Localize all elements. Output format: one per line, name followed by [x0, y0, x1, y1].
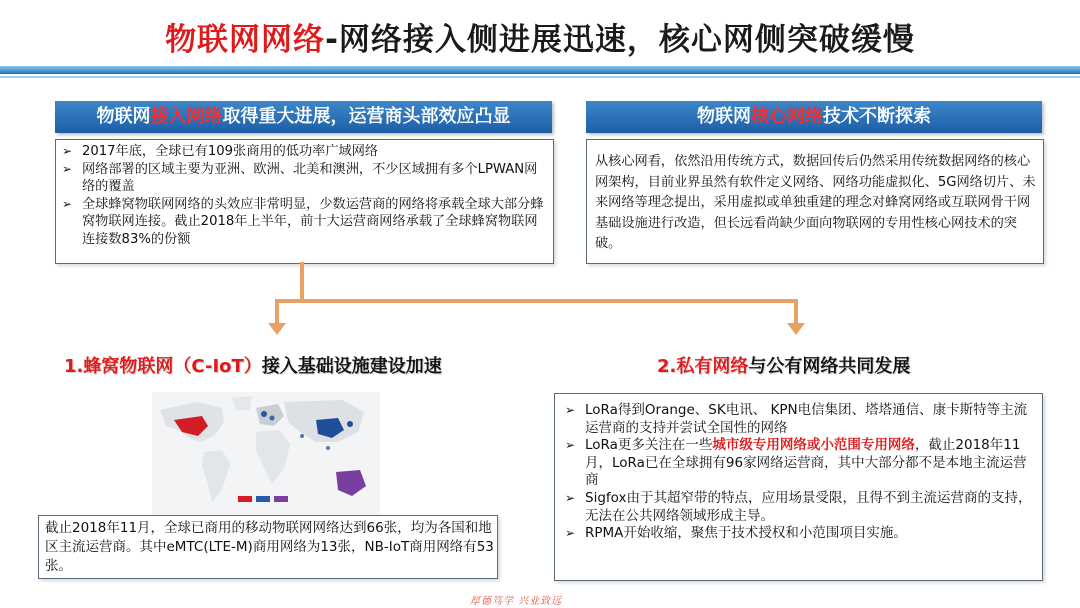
- arrow-down-icon: [787, 323, 805, 335]
- section-highlight: 1.蜂窝物联网（C-IoT）: [64, 356, 262, 377]
- core-network-heading: [586, 101, 1042, 133]
- section-text: 与公有网络共同发展: [748, 356, 911, 377]
- access-network-heading: [55, 101, 552, 133]
- title-divider-thin: [0, 76, 1080, 78]
- list-item: [565, 402, 1035, 437]
- private-network-list: [565, 402, 1035, 543]
- title-rest: -网络接入侧进展迅速，核心网侧突破缓慢: [325, 22, 915, 58]
- core-network-text: 从核心网看，依然沿用传统方式，数据回传后仍然采用传统数据网络的核心网架构，目前业界虽然有软件定义网络、网络功能虚拟化、5G网络切片、未来网络等理念提出，采用虚拟或单独重建的理念对蜂窝网络或互联网骨干网基础设施进行改造，但长远看尚缺少面向物联网的专用性核心网技术的突破。: [595, 154, 1036, 251]
- list-item: ➢ 2017年底，全球已有109张商用的低功率广域网络: [62, 143, 548, 161]
- map-caption-box: [38, 515, 498, 579]
- section-heading-cellular: [64, 352, 442, 378]
- access-network-list: [62, 143, 548, 248]
- connector-line: [794, 299, 798, 324]
- list-item: [565, 525, 1035, 543]
- heading-highlight: 接入网络: [150, 106, 223, 127]
- section-text: 接入基础设施建设加速: [261, 356, 442, 377]
- list-item: [565, 490, 1035, 525]
- access-network-box: [55, 139, 554, 264]
- item-text: ，截止2018年11月，LoRa已在全球拥有96家网络运营商，其中大部分都不是本地主流运营商: [585, 437, 1027, 489]
- arrow-down-icon: [268, 323, 286, 335]
- connector-line: [300, 262, 304, 302]
- title-highlight: 物联网网络: [165, 22, 326, 58]
- connector-line: [275, 299, 279, 324]
- connector-line: [275, 299, 797, 303]
- core-network-box: [586, 139, 1044, 264]
- list-item: ➢ 网络部署的区域主要为亚洲、欧洲、北美和澳洲，不少区域拥有多个LPWAN网络的覆盖: [62, 161, 548, 196]
- section-heading-private: [657, 352, 910, 378]
- list-item: ➢ 全球蜂窝物联网网络的头效应非常明显，少数运营商的网络将承载全球大部分蜂窝物联网连接。截止2018年上半年，前十大运营商网络承载了全球蜂窝物联网连接数83%的份额: [62, 196, 548, 249]
- item-text: Sigfox由于其超窄带的特点，应用场景受限，且得不到主流运营商的支持，无法在公共网络领域形成主导。: [585, 489, 1032, 524]
- private-network-box: [554, 393, 1043, 581]
- heading-text: 技术不断探索: [823, 106, 931, 127]
- page-title: [0, 14, 1080, 59]
- world-map-image: [152, 392, 380, 522]
- heading-highlight: 核心网络: [751, 106, 823, 127]
- title-divider: [0, 66, 1080, 74]
- item-highlight: 城市级专用网络或小范围专用网络: [712, 437, 915, 454]
- heading-text: 物联网: [96, 106, 151, 127]
- item-text: LoRa得到Orange、SK电讯、 KPN电信集团、塔塔通信、康卡斯特等主流运营商的支持并尝试全国性的网络: [585, 402, 1028, 436]
- section-highlight: 2.私有网络: [657, 356, 749, 377]
- heading-text: 取得重大进展，运营商头部效应凸显: [222, 106, 511, 127]
- footer-slogan: 厚德笃学 兴业致远: [470, 596, 563, 607]
- item-text: RPMA开始收缩，聚焦于技术授权和小范围项目实施。: [585, 525, 907, 542]
- list-item: [565, 437, 1035, 490]
- heading-text: 物联网: [697, 106, 751, 127]
- world-map-icon: [152, 392, 380, 522]
- item-text: LoRa更多关注在一些: [585, 437, 713, 454]
- map-caption: 截止2018年11月，全球已商用的移动物联网网络达到66张，均为各国和地区主流运营商。其中eMTC(LTE-M)商用网络为13张，NB-IoT商用网络有53张。: [45, 520, 494, 574]
